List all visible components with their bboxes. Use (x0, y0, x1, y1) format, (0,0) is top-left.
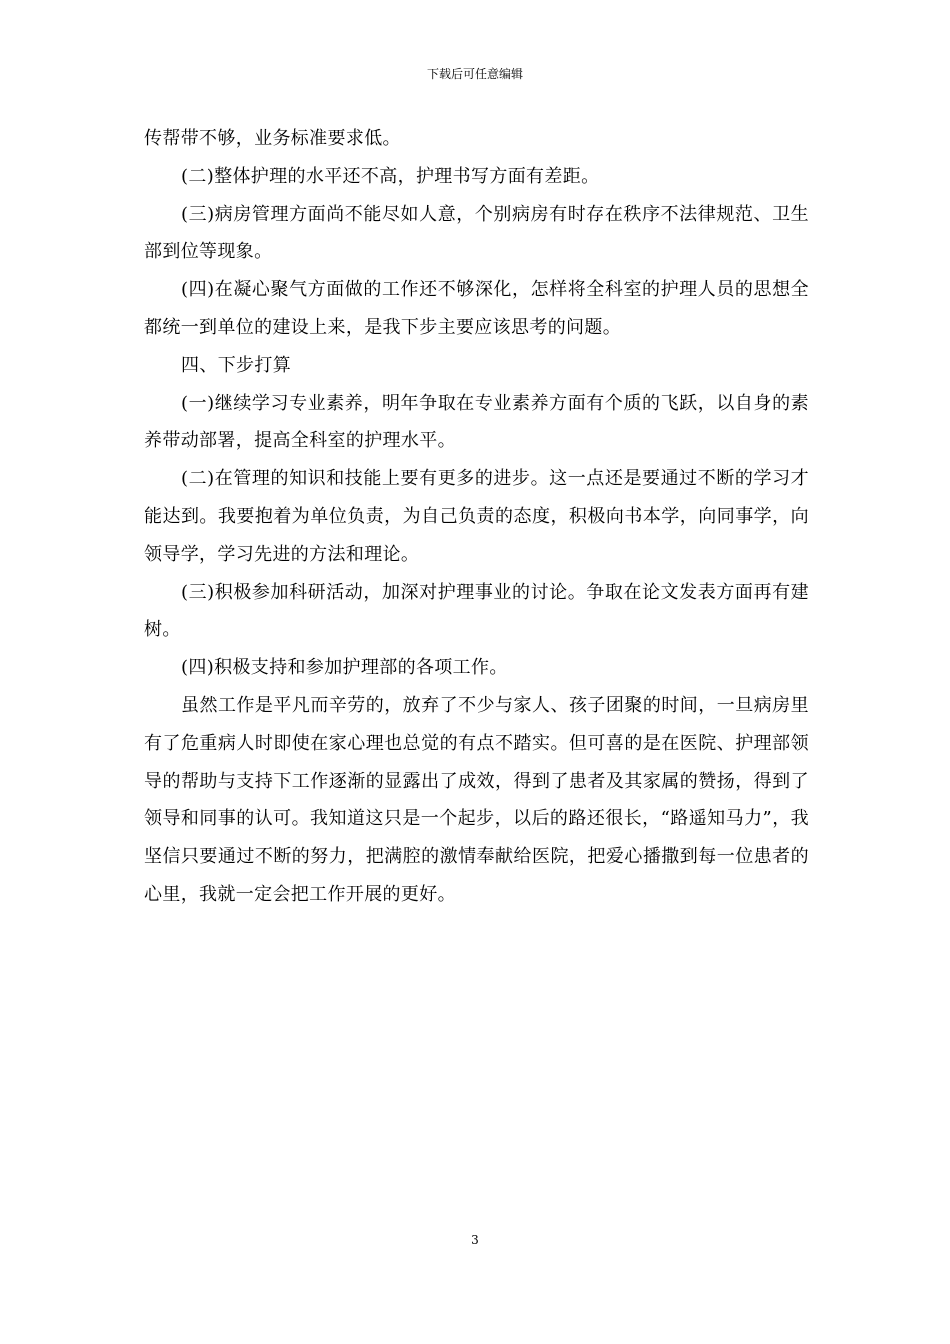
paragraph-7: (二)在管理的知识和技能上要有更多的进步。这一点还是要通过不断的学习才能达到。我要抱着为单位负责，为自己负责的态度，积极向书本学，向同事学，向领导学，学习先进的方法和理论。 (144, 468, 809, 565)
paragraph-9: (四)积极支持和参加护理部的各项工作。 (181, 657, 508, 679)
paragraph-4: (四)在凝心聚气方面做的工作还不够深化，怎样将全科室的护理人员的思想全都统一到单位的建设上来，是我下步主要应该思考的问题。 (144, 279, 809, 338)
paragraph-6: (一)继续学习专业素养，明年争取在专业素养方面有个质的飞跃，以自身的素养带动部署，提高全科室的护理水平。 (144, 392, 809, 452)
paragraph-2: (二)整体护理的水平还不高，护理书写方面有差距。 (181, 165, 600, 187)
paragraph-1: 传帮带不够，业务标准要求低。 (144, 128, 401, 149)
paragraph-10: 虽然工作是平凡而辛劳的，放弃了不少与家人、孩子团聚的时间，一旦病房里有了危重病人时即使在家心理也总觉的有点不踏实。但可喜的是在医院、护理部领导的帮助与支持下工作逐渐的显露出了成效，得到了患者及其家属的赞扬，得到了领导和同事的认可。我知道这只是一个起步，以后的路还很长，“路遥知马力”，我坚信只要通过不断的努力，把满腔的激情奉献给医院，把爱心播撒到每一位患者的心里，我就一定会把工作开展的更好。 (144, 694, 809, 905)
paragraph-8: (三)积极参加科研活动，加深对护理事业的讨论。争取在论文发表方面再有建树。 (144, 581, 809, 641)
page-number: 3 (471, 1233, 479, 1247)
paragraph-3: (三)病房管理方面尚不能尽如人意，个别病房有时存在秩序不法律规范、卫生部到位等现象。 (144, 203, 809, 263)
document-body (144, 120, 809, 914)
section-heading: 四、下步打算 (181, 354, 292, 376)
page-header: 下载后可任意编辑 (426, 67, 523, 81)
